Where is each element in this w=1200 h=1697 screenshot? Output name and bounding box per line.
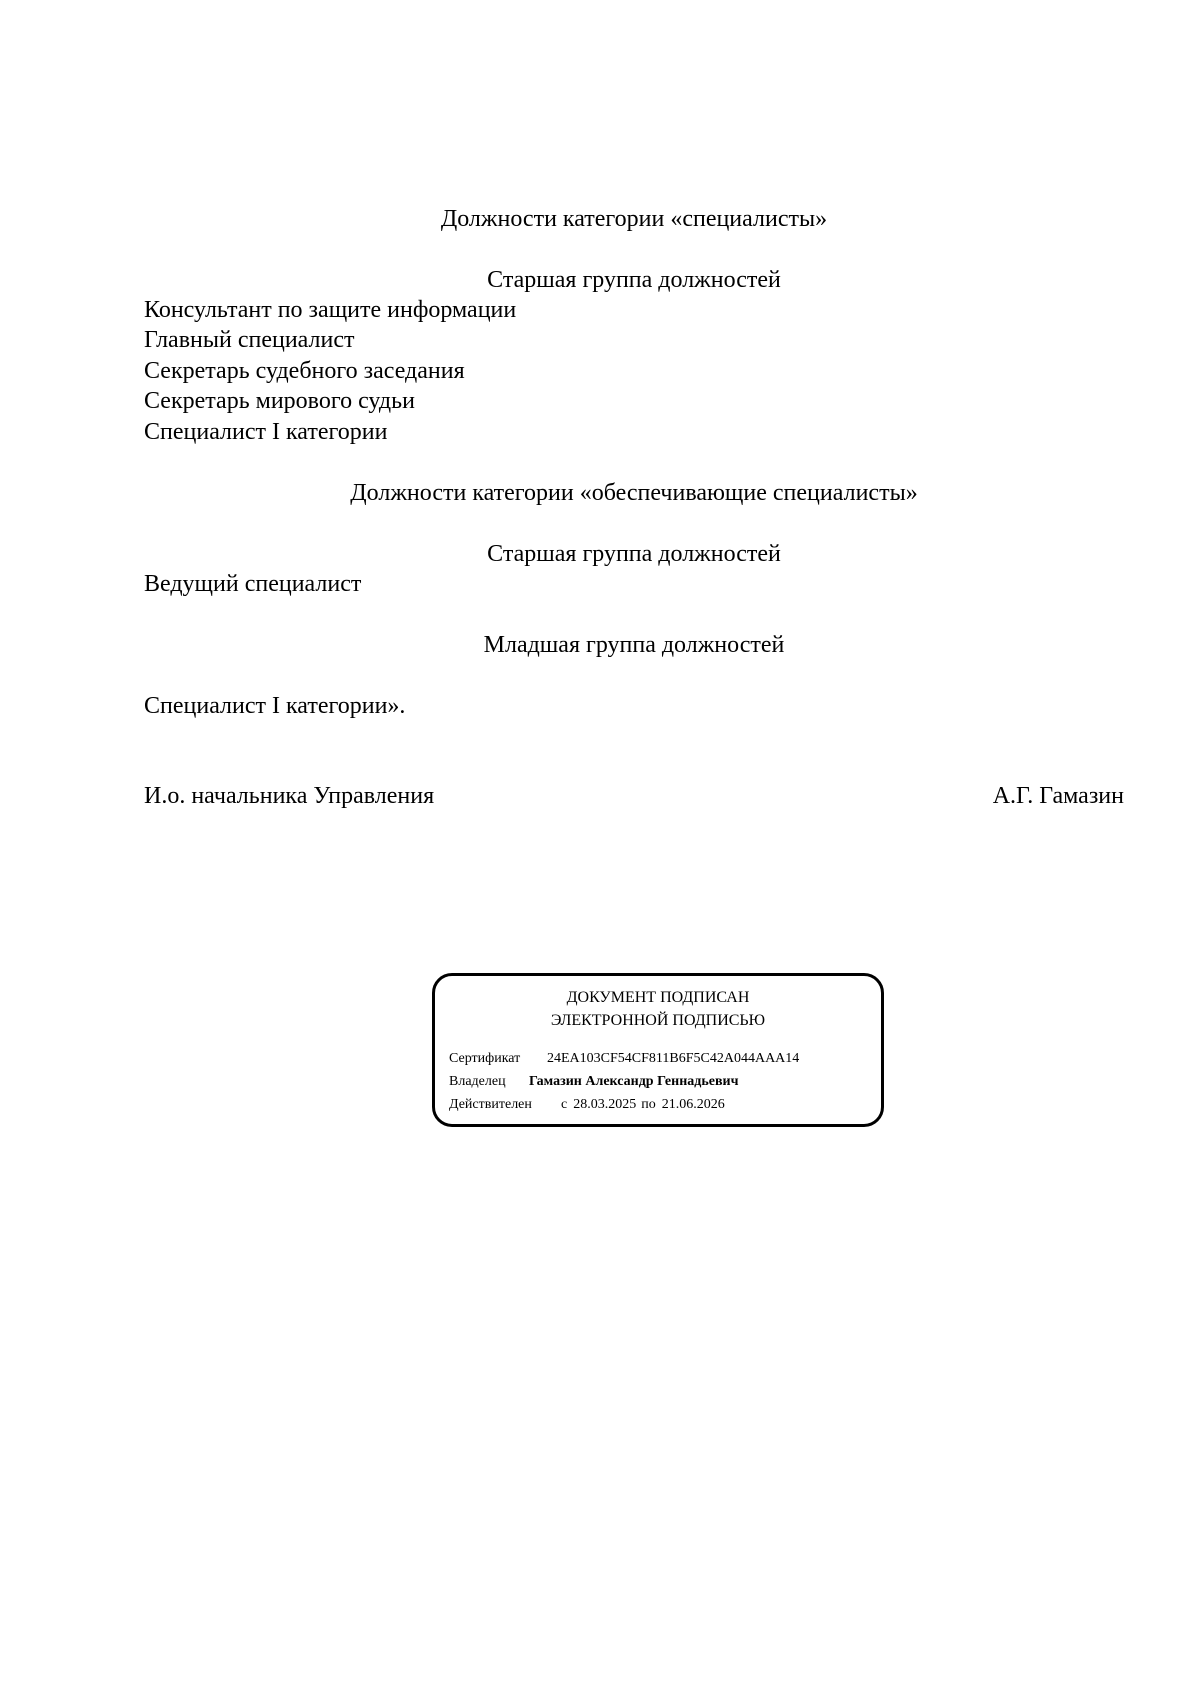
- stamp-owner-value: Гамазин Александр Геннадьевич: [529, 1074, 739, 1089]
- position-item: Консультант по защите информации: [144, 297, 517, 323]
- position-item: Секретарь мирового судьи: [144, 388, 415, 414]
- stamp-title-line1: ДОКУМЕНТ ПОДПИСАН: [566, 989, 750, 1006]
- stamp-certificate-row: [449, 1050, 799, 1068]
- position-item: Специалист I категории».: [144, 693, 406, 719]
- stamp-valid-to: 21.06.2026: [661, 1097, 725, 1112]
- stamp-certificate-value: 24EA103CF54CF811B6F5C42A044AAA14: [547, 1051, 800, 1066]
- stamp-title-line2: ЭЛЕКТРОННОЙ ПОДПИСЬЮ: [550, 1012, 766, 1029]
- senior-group-heading-2: Старшая группа должностей: [487, 541, 781, 567]
- stamp-owner-label: Владелец: [449, 1074, 506, 1089]
- stamp-valid-to-prefix: по: [641, 1097, 656, 1112]
- stamp-valid-label: Действителен: [449, 1097, 532, 1112]
- stamp-valid-from: 28.03.2025: [573, 1097, 637, 1112]
- signatory-name: А.Г. Гамазин: [992, 783, 1124, 809]
- position-item: Секретарь судебного заседания: [144, 358, 465, 384]
- heading-support-specialists: Должности категории «обеспечивающие специалисты»: [350, 480, 918, 506]
- heading-specialists: Должности категории «специалисты»: [440, 206, 828, 232]
- stamp-validity-row: [449, 1096, 725, 1114]
- position-item: Главный специалист: [144, 327, 355, 353]
- senior-group-heading-1: Старшая группа должностей: [487, 267, 781, 293]
- stamp-certificate-label: Сертификат: [449, 1051, 521, 1066]
- electronic-signature-stamp: [432, 973, 884, 1127]
- stamp-owner-row: [449, 1073, 739, 1091]
- stamp-valid-from-prefix: с: [561, 1097, 568, 1112]
- signatory-title: И.о. начальника Управления: [144, 783, 435, 809]
- junior-group-heading: Младшая группа должностей: [483, 632, 785, 658]
- position-item: Специалист I категории: [144, 419, 388, 445]
- position-item: Ведущий специалист: [144, 571, 362, 597]
